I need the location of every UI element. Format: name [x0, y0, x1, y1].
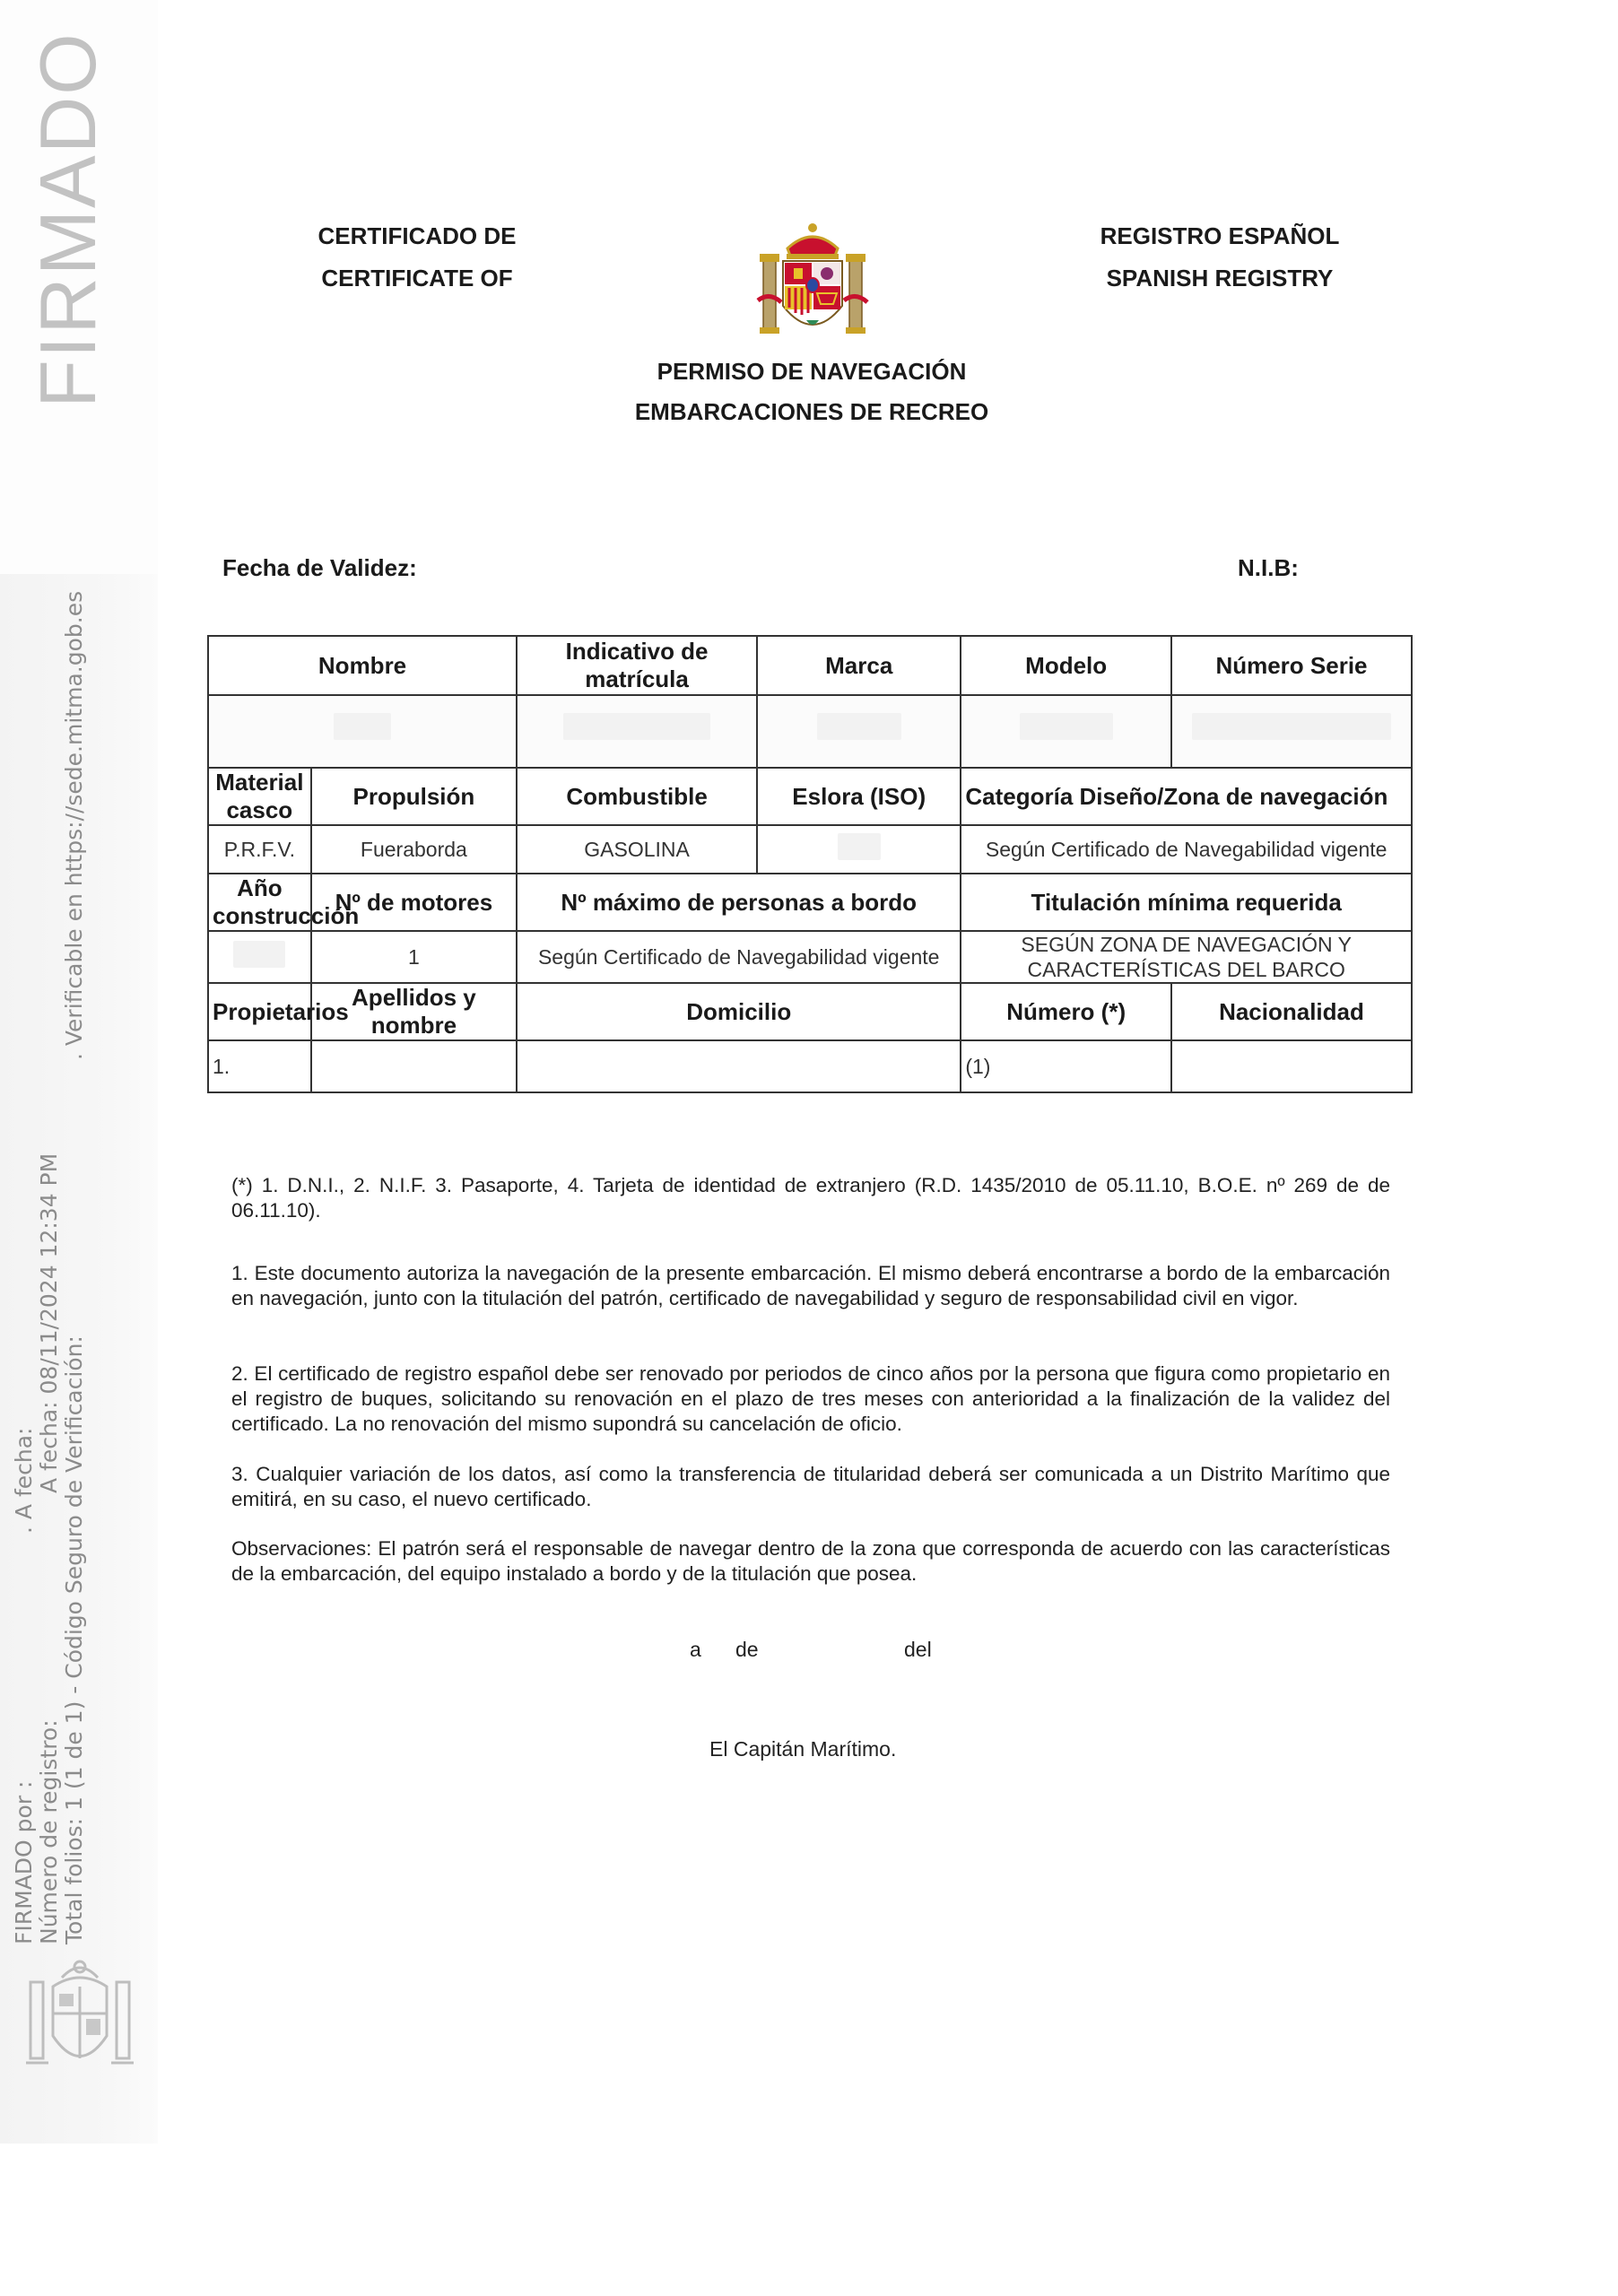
header-cell: Nombre: [208, 636, 517, 695]
value-cell: [757, 695, 961, 768]
side-coat-of-arms-icon: [13, 1951, 147, 2085]
table-row: [208, 825, 1412, 874]
header-cell: Número Serie: [1171, 636, 1412, 695]
verification-code-label: Total folios: 1 (1 de 1) - Código Seguro de Verificación:: [61, 1335, 87, 1944]
value-cell: 1: [311, 931, 517, 983]
value-cell: [1171, 1040, 1412, 1092]
registry-title-en: SPANISH REGISTRY: [1106, 265, 1334, 291]
year-label: del: [904, 1638, 932, 1661]
vessel-registry-table: [207, 635, 1413, 1093]
clause-1: 1. Este documento autoriza la navegación de la presente embarcación. El mismo deberá encontrarse a bordo de la embarcación en navegación, junto con la titulación del patrón, certificado de navegabilidad y seguro de responsabilidad civil en vigor.: [231, 1262, 1390, 1309]
header-cell: Domicilio: [517, 983, 961, 1040]
value-cell: Fueraborda: [311, 825, 517, 874]
certificate-title-es: CERTIFICADO DE: [318, 222, 517, 249]
redacted-field: [563, 713, 710, 740]
value-cell: [961, 695, 1171, 768]
signed-date-label: . A fecha:: [11, 1427, 37, 1534]
firmado-watermark: FIRMADO: [23, 31, 112, 408]
id-footnote: (*) 1. D.N.I., 2. N.I.F. 3. Pasaporte, 4. Tarjeta de identidad de extranjero (R.D. 1435/2010 de 05.11.10, B.O.E. nº 269 de de 06.11.10).: [231, 1174, 1390, 1222]
signer-title: El Capitán Marítimo.: [709, 1737, 897, 1761]
verification-url: . Verificable en https://sede.mitma.gob.es: [61, 590, 87, 1060]
header-cell: Propulsión: [311, 768, 517, 825]
observations: Observaciones: El patrón será el responsable de navegar dentro de la zona que corresponda de acuerdo con las características de la embarcación, del equipo instalado a bordo y de la titulación que posea.: [231, 1537, 1390, 1585]
table-row: [208, 1040, 1412, 1092]
header-cell: Marca: [757, 636, 961, 695]
table-row: [208, 768, 1412, 825]
value-cell: SEGÚN ZONA DE NAVEGACIÓN Y CARACTERÍSTICAS DEL BARCO: [961, 931, 1412, 983]
validity-date-label: Fecha de Validez:: [222, 554, 417, 581]
registry-title-es: REGISTRO ESPAÑOL: [1100, 222, 1340, 249]
header-cell: Indicativo de matrícula: [517, 636, 757, 695]
header-cell: Eslora (ISO): [757, 768, 961, 825]
value-cell: [208, 695, 517, 768]
clause-3: 3. Cualquier variación de los datos, así como la transferencia de titularidad deberá ser comunicada a un Distrito Marítimo que emitirá, en su caso, el nuevo certificado.: [231, 1463, 1390, 1510]
value-cell: [1171, 695, 1412, 768]
clause-2: 2. El certificado de registro español debe ser renovado por periodos de cinco años por la persona que figura como propietario en el registro de buques, solicitando su renovación en el plazo de tres meses con anterioridad a la finalización de la validez del certificado. La no renovación del mismo supondrá su cancelación de oficio.: [231, 1362, 1390, 1435]
permit-title: PERMISO DE NAVEGACIÓN: [657, 358, 967, 385]
redacted-field: [838, 833, 881, 860]
header-cell: Nº de motores: [311, 874, 517, 931]
redacted-field: [1020, 713, 1113, 740]
spain-coat-of-arms-icon: [756, 220, 869, 344]
signed-by-label: FIRMADO por :: [11, 1780, 37, 1944]
table-row: [208, 983, 1412, 1040]
registry-date-label: A fecha: 08/11/2024 12:34 PM: [36, 1152, 62, 1493]
header-cell: Nº máximo de personas a bordo: [517, 874, 961, 931]
registry-number-label: Número de registro:: [36, 1719, 62, 1944]
header-cell: Nacionalidad: [1171, 983, 1412, 1040]
header-cell: Titulación mínima requerida: [961, 874, 1412, 931]
permit-subtitle: EMBARCACIONES DE RECREO: [634, 398, 989, 425]
header-cell: Propietarios: [208, 983, 311, 1040]
value-cell: GASOLINA: [517, 825, 757, 874]
value-cell: Según Certificado de Navegabilidad vigente: [517, 931, 961, 983]
redacted-field: [233, 941, 285, 968]
value-cell: [208, 931, 311, 983]
value-cell: (1): [961, 1040, 1171, 1092]
redacted-field: [334, 713, 391, 740]
value-cell: 1.: [208, 1040, 311, 1092]
value-cell: [517, 695, 757, 768]
place-label: a: [690, 1638, 701, 1661]
redacted-field: [1192, 713, 1391, 740]
value-cell: Según Certificado de Navegabilidad vigente: [961, 825, 1412, 874]
table-row: [208, 636, 1412, 695]
table-row: [208, 695, 1412, 768]
value-cell: [517, 1040, 961, 1092]
value-cell: [757, 825, 961, 874]
header-cell: Categoría Diseño/Zona de navegación: [961, 768, 1412, 825]
value-cell: [311, 1040, 517, 1092]
header-cell: Material casco: [208, 768, 311, 825]
table-row: [208, 931, 1412, 983]
header-cell: Modelo: [961, 636, 1171, 695]
redacted-field: [817, 713, 901, 740]
day-label: de: [735, 1638, 759, 1661]
header-cell: Número (*): [961, 983, 1171, 1040]
value-cell: P.R.F.V.: [208, 825, 311, 874]
header-cell: Año construcción: [208, 874, 311, 931]
table-row: [208, 874, 1412, 931]
nib-label: N.I.B:: [1238, 554, 1299, 581]
header-cell: Apellidos y nombre: [311, 983, 517, 1040]
certificate-title-en: CERTIFICATE OF: [321, 265, 513, 291]
header-cell: Combustible: [517, 768, 757, 825]
